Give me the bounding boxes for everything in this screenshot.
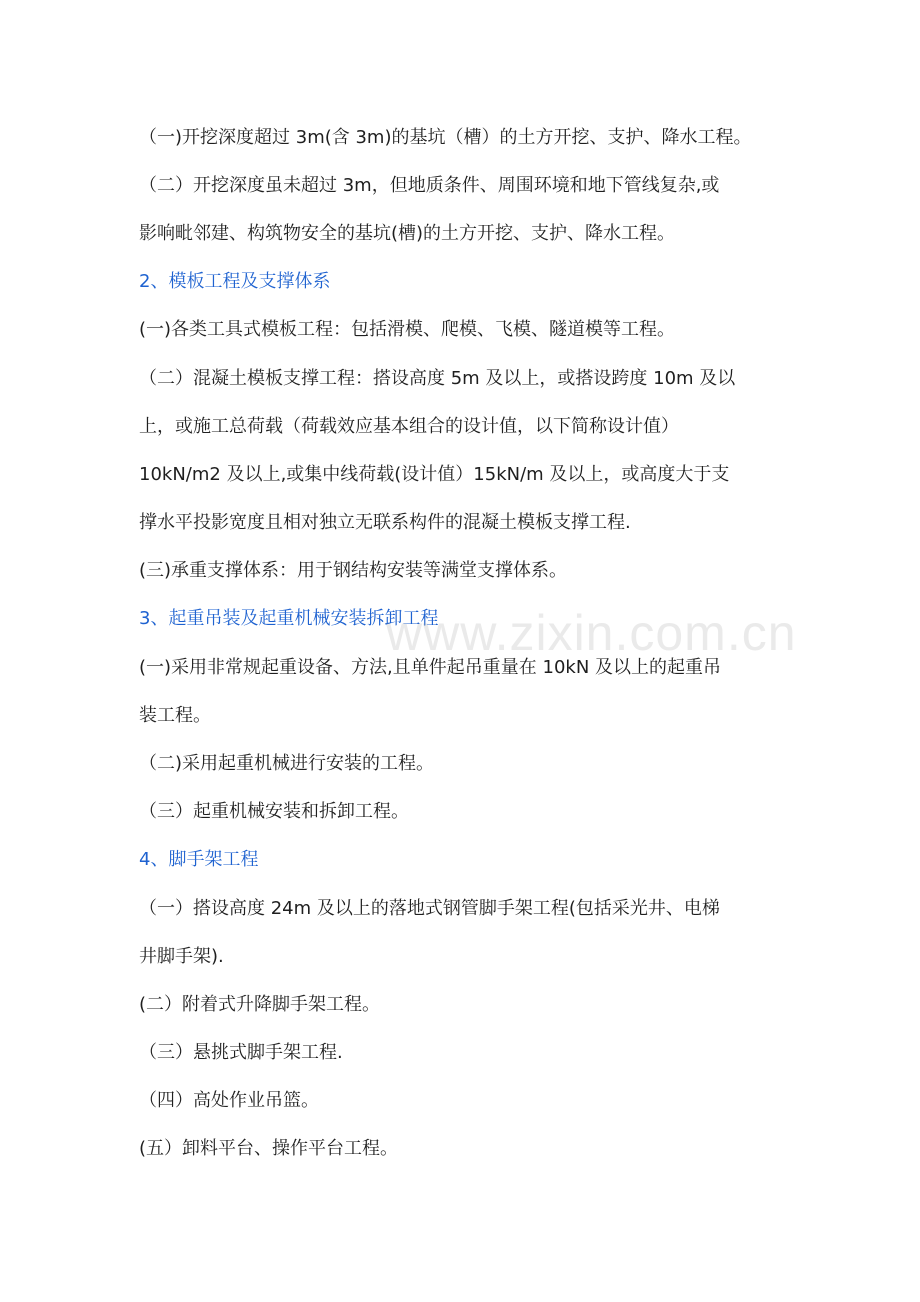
text-line: (三)承重支撑体系：用于钢结构安装等满堂支撑体系。 bbox=[139, 560, 568, 581]
text-line: 井脚手架). bbox=[139, 946, 224, 967]
text-line: 上，或施工总荷载（荷载效应基本组合的设计值，以下简称设计值） bbox=[139, 416, 679, 437]
text-line: (五）卸料平台、操作平台工程。 bbox=[139, 1138, 399, 1159]
text-line: 10kN/m2 及以上,或集中线荷载(设计值）15kN/m 及以上，或高度大于支 bbox=[139, 464, 730, 485]
text-line: （二）混凝土模板支撑工程：搭设高度 5m 及以上，或搭设跨度 10m 及以 bbox=[139, 368, 736, 389]
section-heading: 4、脚手架工程 bbox=[139, 849, 259, 870]
text-line: (二）附着式升降脚手架工程。 bbox=[139, 994, 381, 1015]
text-line: （三）起重机械安装和拆卸工程。 bbox=[139, 801, 409, 822]
section-heading: 2、模板工程及支撑体系 bbox=[139, 271, 331, 292]
text-line: （四）高处作业吊篮。 bbox=[139, 1090, 319, 1111]
watermark-text: www.zixin.com.cn bbox=[386, 605, 797, 661]
text-line: （一)开挖深度超过 3m(含 3m)的基坑（槽）的土方开挖、支护、降水工程。 bbox=[139, 127, 752, 148]
text-line: (一)采用非常规起重设备、方法,且单件起吊重量在 10kN 及以上的起重吊 bbox=[139, 657, 721, 678]
text-line: （一）搭设高度 24m 及以上的落地式钢管脚手架工程(包括采光井、电梯 bbox=[139, 898, 720, 919]
text-line: 撑水平投影宽度且相对独立无联系构件的混凝土模板支撑工程. bbox=[139, 512, 631, 533]
text-line: 影响毗邻建、构筑物安全的基坑(槽)的土方开挖、支护、降水工程。 bbox=[139, 223, 676, 244]
text-line: （三）悬挑式脚手架工程. bbox=[139, 1042, 343, 1063]
text-line: 装工程。 bbox=[139, 705, 211, 726]
text-line: （二)采用起重机械进行安装的工程。 bbox=[139, 753, 435, 774]
text-line: （二）开挖深度虽未超过 3m，但地质条件、周围环境和地下管线复杂,或 bbox=[139, 175, 720, 196]
section-heading: 3、起重吊装及起重机械安装拆卸工程 bbox=[139, 608, 439, 629]
text-line: (一)各类工具式模板工程：包括滑模、爬模、飞模、隧道模等工程。 bbox=[139, 319, 676, 340]
